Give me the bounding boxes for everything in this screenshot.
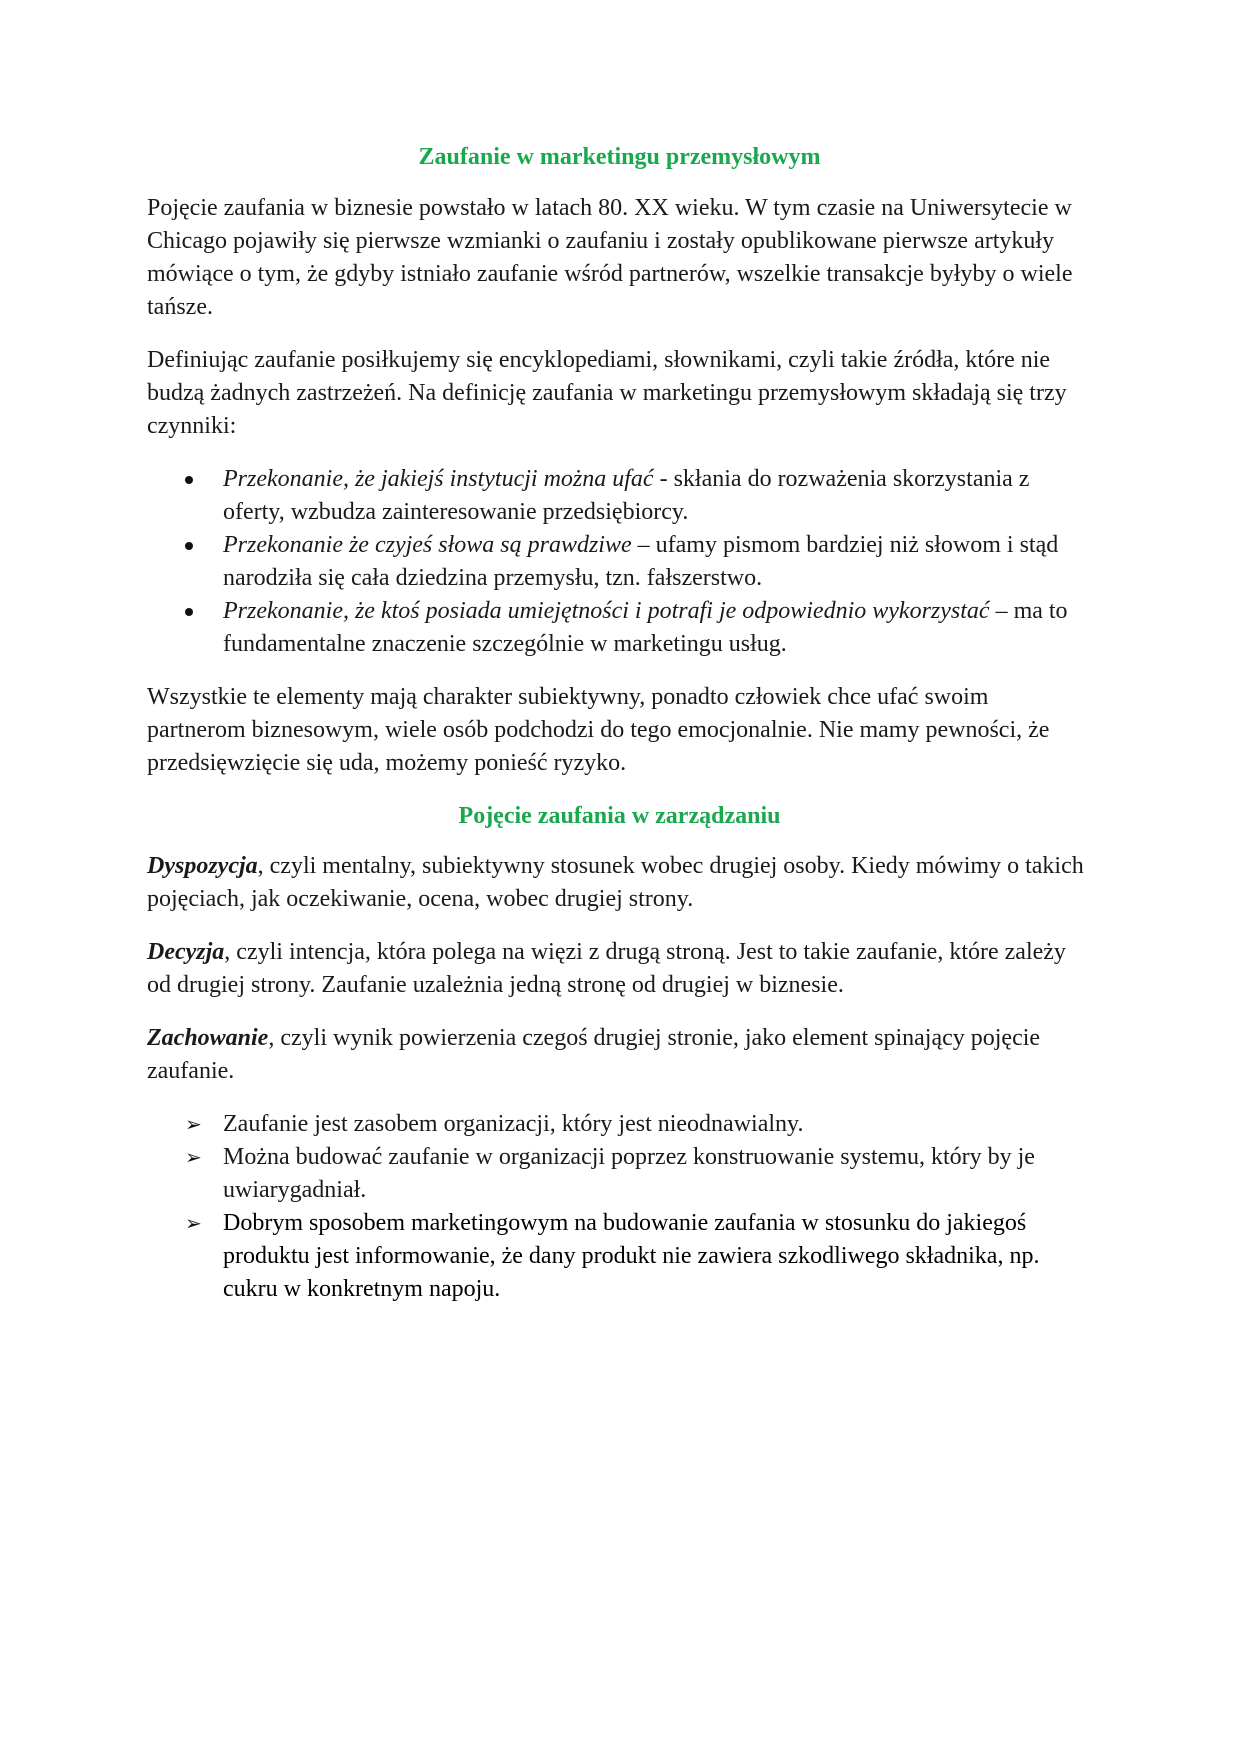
- section-heading: Pojęcie zaufania w zarządzaniu: [458, 803, 781, 829]
- factor-item: [147, 463, 1092, 529]
- definition-term: Decyzja: [147, 939, 225, 965]
- factor-description: - skłania do rozważenia skorzystania z oferty, wzbudza zainteresowanie przedsiębiorcy.: [223, 466, 1030, 525]
- factor-term: Przekonanie, że ktoś posiada umiejętności i potrafi je odpowiednio wykorzystać: [223, 598, 990, 624]
- arrow-bullet-icon: ➢: [185, 1145, 202, 1169]
- definition-term: Dyspozycja: [147, 853, 258, 879]
- point-text: Zaufanie jest zasobem organizacji, który jest nieodnawialny.: [223, 1111, 804, 1137]
- factor-term: Przekonanie, że jakiejś instytucji można ufać: [223, 466, 654, 492]
- factor-term: Przekonanie że czyjeś słowa są prawdziwe: [223, 532, 632, 558]
- arrow-bullet-icon: ➢: [185, 1211, 202, 1235]
- point-text: Dobrym sposobem marketingowym na budowanie zaufania w stosunku do jakiegoś produktu jest informowanie, że dany produkt nie zawiera szkodliwego składnika, np. cukru w konkretnym napoju.: [223, 1210, 1040, 1302]
- definition-term: Zachowanie: [147, 1025, 269, 1051]
- definition-paragraph: [147, 1022, 1092, 1088]
- intro-paragraph-2: Definiując zaufanie posiłkujemy się encyklopediami, słownikami, czyli takie źródła, które nie budzą żadnych zastrzeżeń. Na definicję zaufania w marketingu przemysłowym składają się trzy czynniki:: [147, 347, 1067, 439]
- points-list: [147, 1108, 1092, 1306]
- definition-paragraph: [147, 850, 1092, 916]
- definition-text: , czyli wynik powierzenia czegoś drugiej stronie, jako element spinający pojęcie zaufanie.: [147, 1025, 1041, 1084]
- intro-paragraph-1: Pojęcie zaufania w biznesie powstało w latach 80. XX wieku. W tym czasie na Uniwersytecie w Chicago pojawiły się pierwsze wzmianki o zaufaniu i zostały opublikowane pierwsze artykuły mówiące o tym, że gdyby istniało zaufanie wśród partnerów, wszelkie transakcje byłyby o wiele tańsze.: [147, 195, 1073, 320]
- factor-description: – ma to fundamentalne znaczenie szczególnie w marketingu usług.: [223, 598, 1068, 657]
- bullet-dot-icon: [185, 542, 193, 550]
- factors-list: [147, 463, 1092, 661]
- factor-description: – ufamy pismom bardziej niż słowom i stąd narodziła się cała dziedzina przemysłu, tzn. fałszerstwo.: [223, 532, 1059, 591]
- summary-paragraph: Wszystkie te elementy mają charakter subiektywny, ponadto człowiek chce ufać swoim partnerom biznesowym, wiele osób podchodzi do tego emocjonalnie. Nie mamy pewności, że przedsięwzięcie się uda, możemy ponieść ryzyko.: [147, 684, 1050, 776]
- point-item: [147, 1108, 1092, 1141]
- definition-text: , czyli mentalny, subiektywny stosunek wobec drugiej osoby. Kiedy mówimy o takich pojęciach, jak oczekiwanie, ocena, wobec drugiej strony.: [147, 853, 1084, 912]
- document-title: Zaufanie w marketingu przemysłowym: [418, 144, 821, 170]
- definition-text: , czyli intencja, która polega na więzi z drugą stroną. Jest to takie zaufanie, które zależy od drugiej strony. Zaufanie uzależnia jedną stronę od drugiej w biznesie.: [147, 939, 1066, 998]
- arrow-bullet-icon: ➢: [185, 1112, 202, 1136]
- point-text: Można budować zaufanie w organizacji poprzez konstruowanie systemu, który by je uwiarygadniał.: [223, 1144, 1035, 1203]
- bullet-dot-icon: [185, 476, 193, 484]
- point-item: [147, 1141, 1092, 1207]
- document-content: [147, 141, 1092, 1306]
- factor-item: [147, 529, 1092, 595]
- definition-paragraph: [147, 936, 1092, 1002]
- point-item: [147, 1207, 1092, 1306]
- factor-item: [147, 595, 1092, 661]
- bullet-dot-icon: [185, 608, 193, 616]
